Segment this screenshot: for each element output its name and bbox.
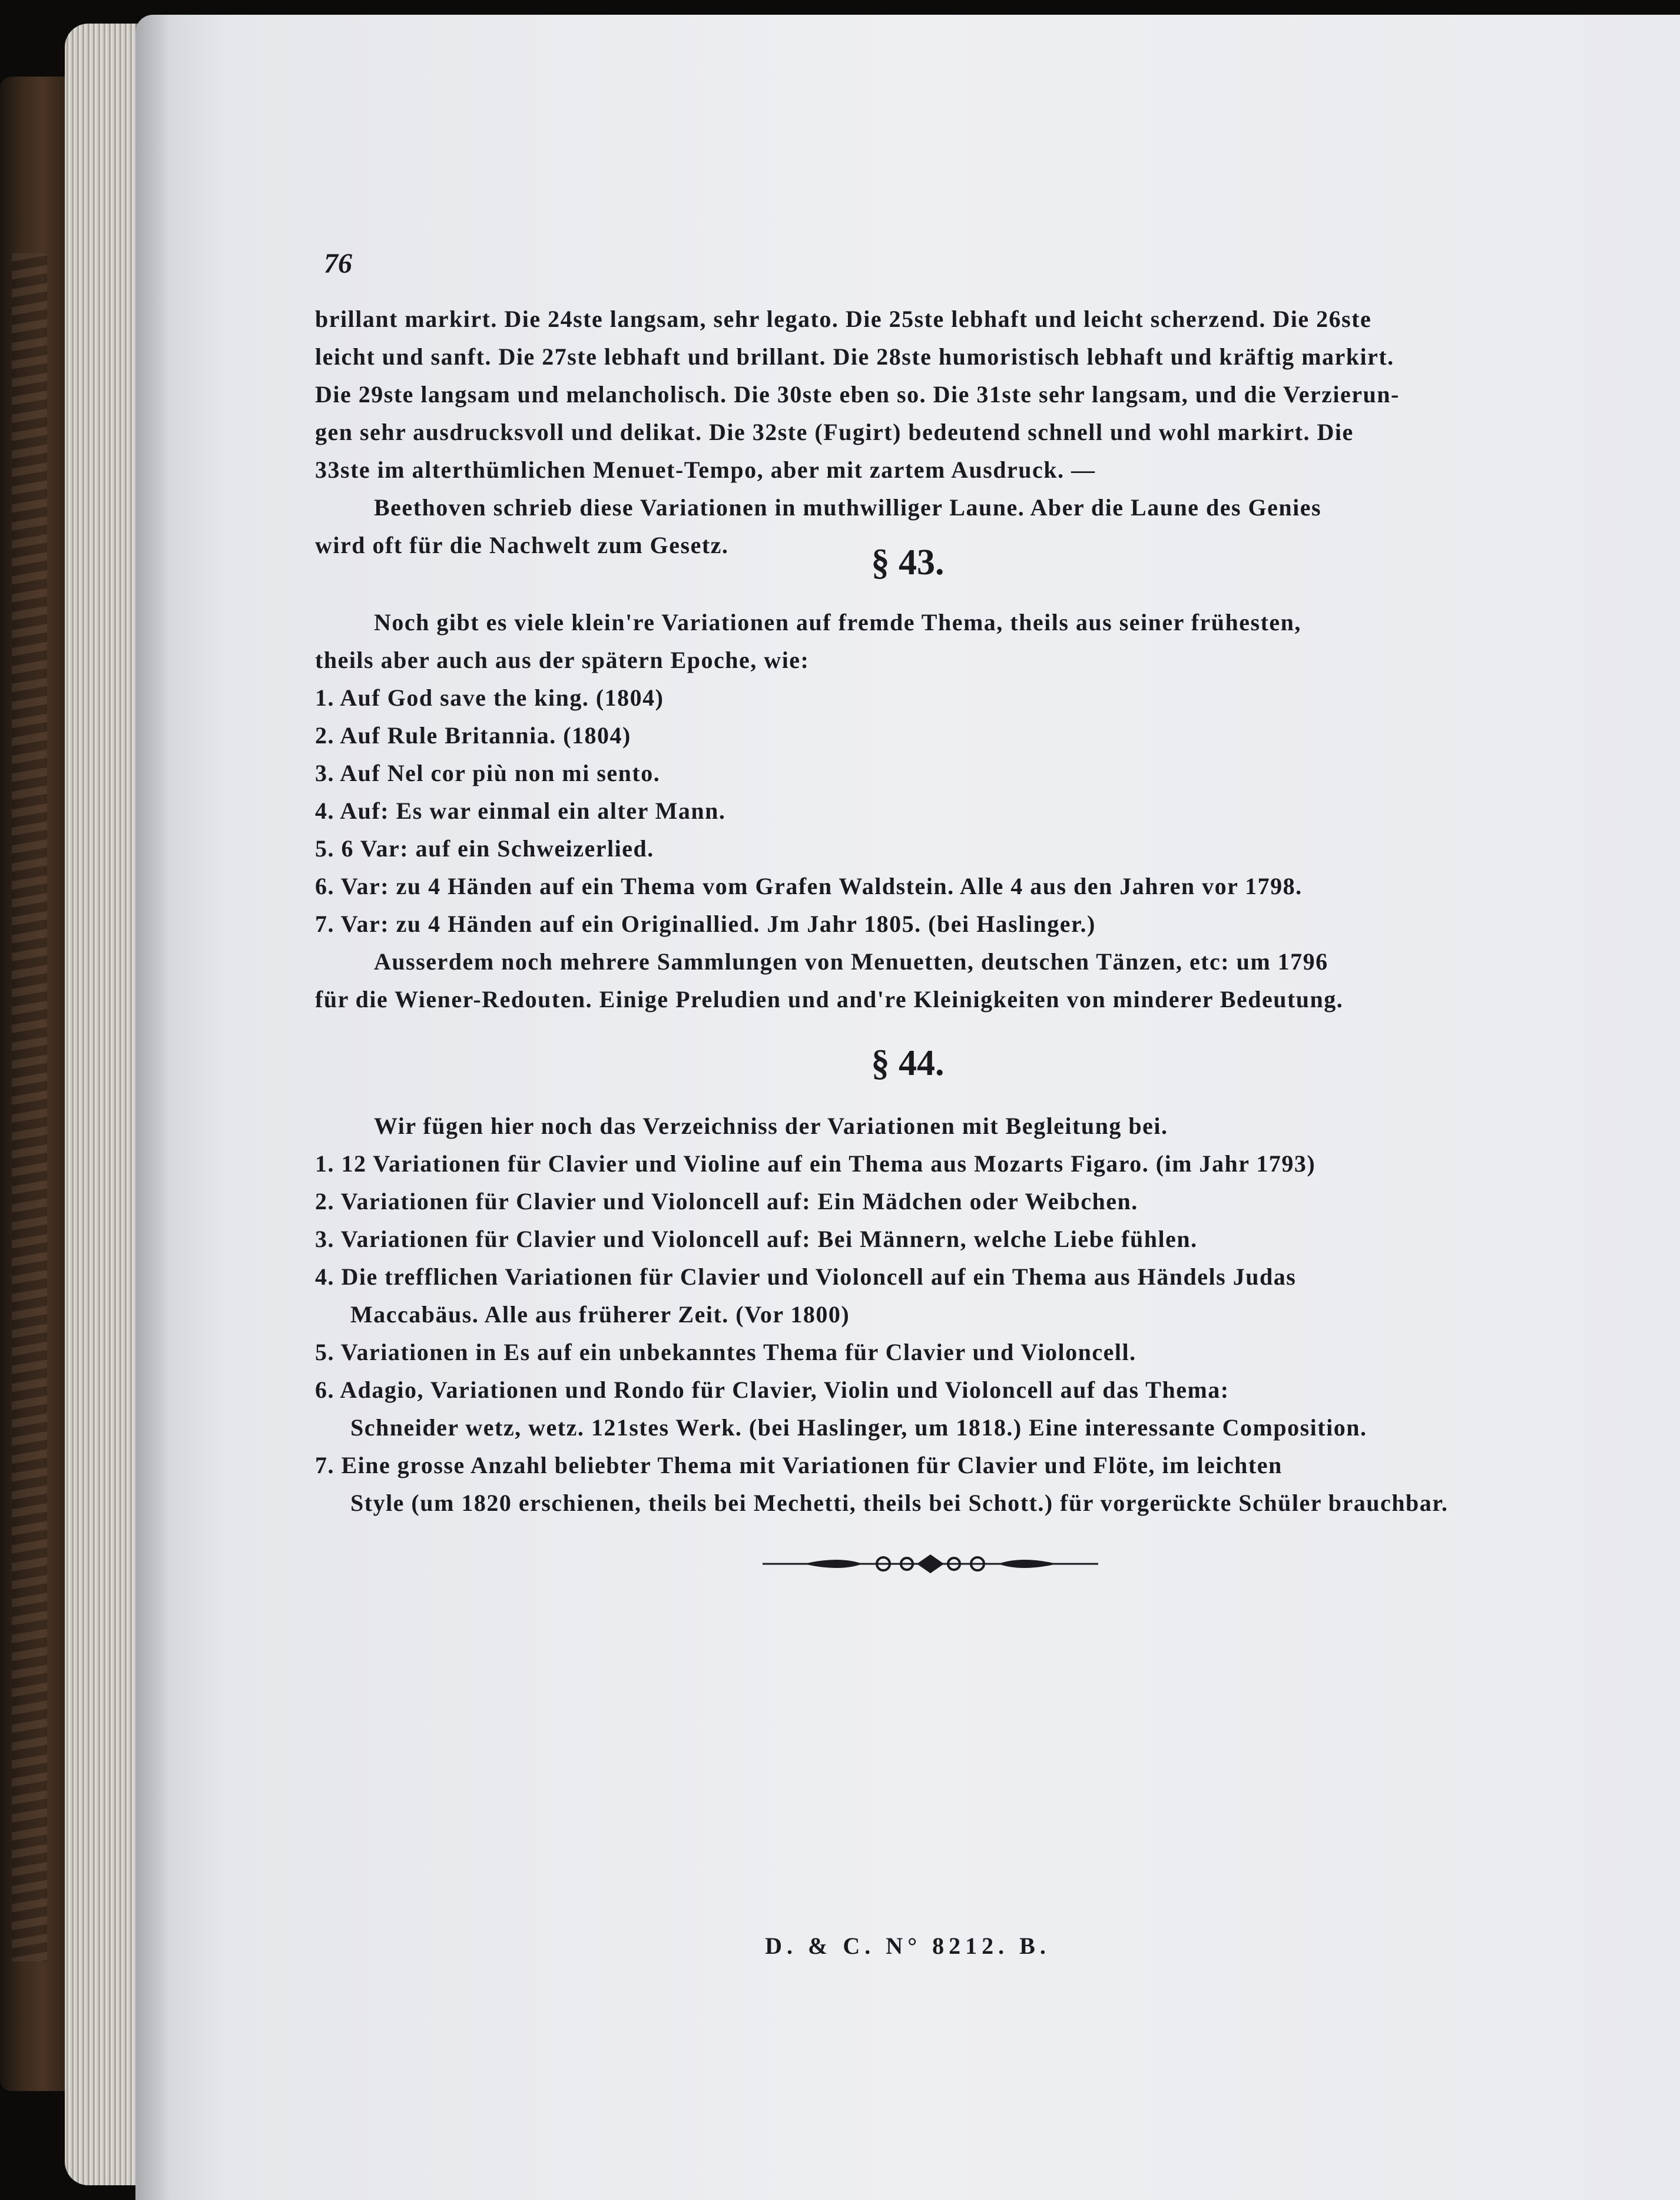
list-item: 4. Die trefflichen Variationen für Clavier und Violoncell auf ein Thema aus Händels Judas: [315, 1263, 1297, 1290]
list-item: 2. Variationen für Clavier und Violoncell auf: Ein Mädchen oder Weibchen.: [315, 1188, 1138, 1215]
list-item: 5. Variationen in Es auf ein unbekanntes Thema für Clavier und Violoncell.: [315, 1339, 1136, 1365]
text-line: Wir fügen hier noch das Verzeichniss der Variationen mit Begleitung bei.: [374, 1113, 1168, 1139]
text-line: Beethoven schrieb diese Variationen in muthwilliger Laune. Aber die Laune des Genies: [374, 494, 1322, 521]
spine-texture: [12, 253, 47, 1961]
page-number: 76: [324, 248, 352, 279]
text-line: leicht und sanft. Die 27ste lebhaft und brillant. Die 28ste humoristisch lebhaft und kräftig markirt.: [315, 343, 1394, 370]
section-heading-44: § 44.: [871, 1043, 945, 1083]
list-item: 6. Var: zu 4 Händen auf ein Thema vom Grafen Waldstein. Alle 4 aus den Jahren vor 1798.: [315, 873, 1303, 899]
text-line: für die Wiener-Redouten. Einige Preludien und and're Kleinigkeiten von minderer Bedeutung.: [315, 986, 1344, 1013]
text-block-3: [315, 1107, 1680, 1522]
text-line: Noch gibt es viele klein're Variationen auf fremde Thema, theils aus seiner frühesten,: [374, 609, 1301, 636]
list-item: 7. Eine grosse Anzahl beliebter Thema mit Variationen für Clavier und Flöte, im leichten: [315, 1452, 1283, 1478]
list-item: 3. Auf Nel cor più non mi sento.: [315, 760, 661, 786]
text-line: Maccabäus. Alle aus früherer Zeit. (Vor 1800): [350, 1301, 850, 1328]
list-item: 2. Auf Rule Britannia. (1804): [315, 722, 631, 749]
text-block-2: [315, 604, 1680, 1018]
list-item: 1. 12 Variationen für Clavier und Violine auf ein Thema aus Mozarts Figaro. (im Jahr 1793): [315, 1150, 1316, 1177]
list-item: 7. Var: zu 4 Händen auf ein Originallied. Jm Jahr 1805. (bei Haslinger.): [315, 911, 1096, 937]
text-line: Schneider wetz, wetz. 121stes Werk. (bei Haslinger, um 1818.) Eine interessante Composition.: [350, 1414, 1367, 1441]
text-line: theils aber auch aus der spätern Epoche, wie:: [315, 647, 810, 673]
text-line: Style (um 1820 erschienen, theils bei Mechetti, theils bei Schott.) für vorgerückte Schüler brauchbar.: [350, 1490, 1449, 1516]
text-line: 33ste im alterthümlichen Menuet-Tempo, aber mit zartem Ausdruck. —: [315, 456, 1096, 483]
plate-number: D. & C. N° 8212. B.: [765, 1933, 1051, 1959]
list-item: 4. Auf: Es war einmal ein alter Mann.: [315, 798, 726, 824]
text-line: Ausserdem noch mehrere Sammlungen von Menuetten, deutschen Tänzen, etc: um 1796: [374, 948, 1328, 975]
list-item: 1. Auf God save the king. (1804): [315, 684, 664, 711]
list-item: 6. Adagio, Variationen und Rondo für Clavier, Violin und Violoncell auf das Thema:: [315, 1377, 1230, 1403]
page-gutter-shadow: [135, 15, 171, 2200]
text-line: Die 29ste langsam und melancholisch. Die 30ste eben so. Die 31ste sehr langsam, und die Verzierun-: [315, 381, 1400, 408]
text-line: wird oft für die Nachwelt zum Gesetz.: [315, 532, 729, 558]
text-line: gen sehr ausdrucksvoll und delikat. Die 32ste (Fugirt) bedeutend schnell und wohl markirt. Die: [315, 419, 1354, 445]
list-item: 5. 6 Var: auf ein Schweizerlied.: [315, 835, 654, 862]
book-page: [135, 15, 1680, 2200]
decorative-ornament: [763, 1546, 1098, 1582]
text-line: brillant markirt. Die 24ste langsam, sehr legato. Die 25ste lebhaft und leicht scherzend. Die 26ste: [315, 306, 1372, 332]
list-item: 3. Variationen für Clavier und Violoncell auf: Bei Männern, welche Liebe fühlen.: [315, 1226, 1198, 1252]
section-heading-43: § 43.: [871, 542, 945, 583]
text-block-1: [315, 300, 1680, 564]
